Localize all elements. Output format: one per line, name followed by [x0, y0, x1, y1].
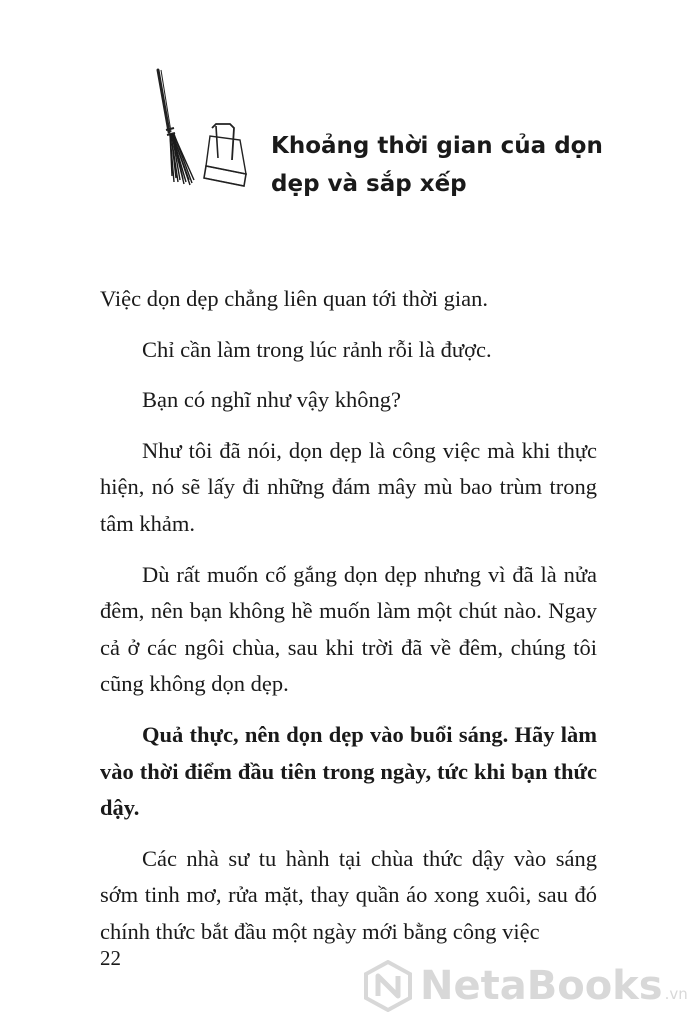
watermark-brand: NetaBooks — [420, 962, 663, 1009]
paragraph: Các nhà sư tu hành tại chùa thức dậy vào sáng sớm tinh mơ, rửa mặt, thay quần áo xong xuôi, sau đó chính thức bắt đầu một ngày mới bằng công việc — [100, 845, 597, 944]
bold-paragraph: Quả thực, nên dọn dẹp vào buổi sáng. Hãy làm vào thời điểm đầu tiên trong ngày, tức khi bạn thức dậy. — [100, 721, 597, 821]
page-number: 22 — [100, 946, 121, 970]
paragraph: Như tôi đã nói, dọn dẹp là công việc mà khi thực hiện, nó sẽ lấy đi những đám mây mù bao trùm trong tâm khảm. — [100, 437, 597, 536]
paragraph: Dù rất muốn cố gắng dọn dẹp nhưng vì đã là nửa đêm, nên bạn không hề muốn làm một chút nào. Ngay cả ở các ngôi chùa, sau khi trời đã về đêm, chúng tôi cũng không dọn dẹp. — [100, 561, 597, 697]
body-text — [100, 281, 597, 965]
paragraph: Việc dọn dẹp chẳng liên quan tới thời gian. — [100, 286, 488, 311]
netabooks-logo-icon — [362, 960, 414, 1012]
paragraph: Bạn có nghĩ như vậy không? — [142, 387, 402, 413]
broom-and-dustpan-icon — [150, 66, 250, 191]
watermark-suffix: .vn — [664, 985, 688, 1003]
paragraph: Chỉ cần làm trong lúc rảnh rỗi là được. — [142, 336, 492, 362]
chapter-title: Khoảng thời gian của dọn dẹp và sắp xếp — [271, 133, 603, 197]
watermark — [362, 958, 692, 1013]
